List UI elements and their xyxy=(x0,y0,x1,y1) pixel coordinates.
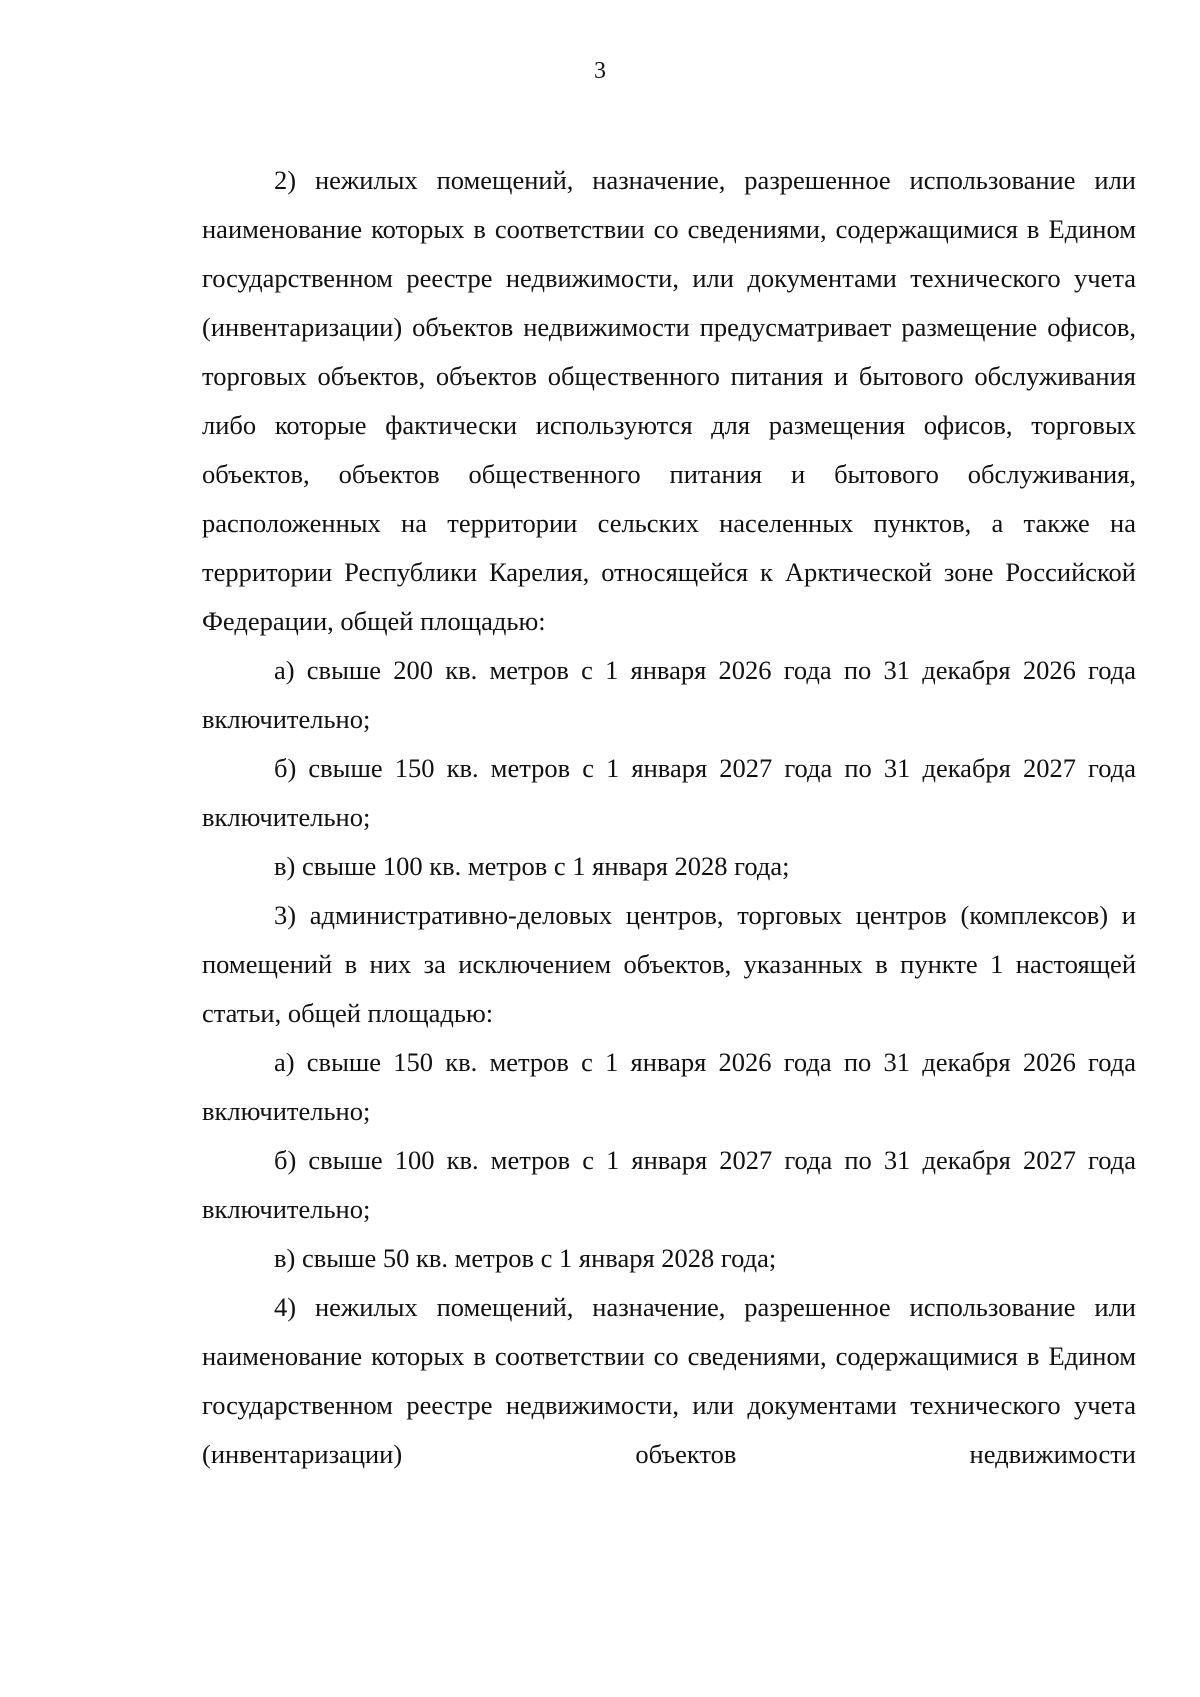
paragraph-subitem-2a: а) свыше 200 кв. метров с 1 января 2026 года по 31 декабря 2026 года включительно; xyxy=(202,655,1136,734)
page-number: 3 xyxy=(594,58,606,84)
paragraph-subitem-2b: б) свыше 150 кв. метров с 1 января 2027 года по 31 декабря 2027 года включительно; xyxy=(202,753,1136,832)
paragraph-subitem-3c: в) свыше 50 кв. метров с 1 января 2028 года; xyxy=(274,1243,777,1273)
paragraph-item-4: 4) нежилых помещений, назначение, разрешенное использование или наименование которых в соответствии со сведениями, содержащимися в Едином государственном реестре недвижимости, или документами технического учета (инвентаризации) объектов недвижимости xyxy=(202,1292,1136,1469)
paragraph-subitem-3a: а) свыше 150 кв. метров с 1 января 2026 года по 31 декабря 2026 года включительно; xyxy=(202,1047,1136,1126)
document-body xyxy=(202,156,1136,1479)
paragraph-subitem-2c: в) свыше 100 кв. метров с 1 января 2028 года; xyxy=(274,851,790,881)
paragraph-item-2: 2) нежилых помещений, назначение, разрешенное использование или наименование которых в соответствии со сведениями, содержащимися в Едином государственном реестре недвижимости, или документами технического учета (инвентаризации) объектов недвижимости предусматривает размещение офисов, торговых объектов, объектов общественного питания и бытового обслуживания либо которые фактически используются для размещения офисов, торговых объектов, объектов общественного питания и бытового обслуживания, расположенных на территории сельских населенных пунктов, а также на территории Республики Карелия, относящейся к Арктической зоне Российской Федерации, общей площадью: xyxy=(202,165,1136,636)
paragraph-subitem-3b: б) свыше 100 кв. метров с 1 января 2027 года по 31 декабря 2027 года включительно; xyxy=(202,1145,1136,1224)
paragraph-item-3: 3) административно-деловых центров, торговых центров (комплексов) и помещений в них за исключением объектов, указанных в пункте 1 настоящей статьи, общей площадью: xyxy=(202,900,1136,1028)
